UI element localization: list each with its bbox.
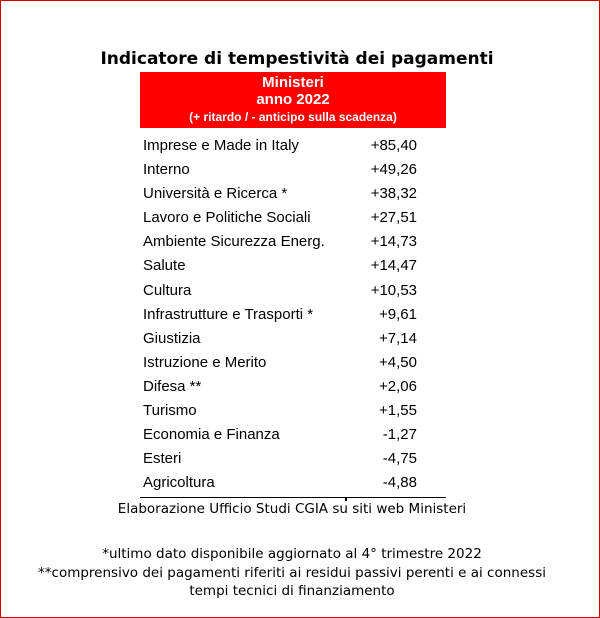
ministry-value: -4,75 (382, 450, 417, 468)
ministry-name: Università e Ricerca * (143, 185, 288, 203)
ministry-name: Istruzione e Merito (143, 353, 267, 371)
ministry-name: Agricoltura (143, 474, 215, 492)
table-row (140, 159, 446, 183)
table-row (140, 304, 446, 328)
table-bottom-rule (140, 497, 446, 498)
header-line-ministeri: Ministeri (262, 74, 324, 91)
ministry-name: Interno (143, 161, 190, 179)
table-row (140, 448, 446, 472)
ministry-value: +49,26 (370, 161, 417, 179)
table-row (140, 207, 446, 231)
ministry-value: +4,50 (379, 353, 417, 371)
footnote-double-asterisk: **comprensivo dei pagamenti riferiti ai residui passivi perenti e ai connessi (38, 565, 546, 581)
table-row (140, 280, 446, 304)
ministry-value: +14,73 (370, 233, 417, 251)
ministry-value: +7,14 (379, 329, 417, 347)
ministry-name: Lavoro e Politiche Sociali (143, 209, 311, 227)
ministry-name: Turismo (143, 402, 197, 420)
ministry-value: +85,40 (370, 137, 417, 154)
ministry-name: Salute (143, 257, 186, 275)
ministry-value: +27,51 (370, 209, 417, 227)
ministry-name: Ambiente Sicurezza Energ. (143, 233, 325, 251)
footnote-single-asterisk: *ultimo dato disponibile aggiornato al 4° trimestre 2022 (102, 546, 482, 562)
footnote-double-asterisk-cont: tempi tecnici di finanziamento (189, 583, 395, 599)
ministry-table (140, 135, 446, 496)
table-row (140, 183, 446, 207)
header-line-year: anno 2022 (256, 91, 330, 108)
ministry-name: Imprese e Made in Italy (143, 137, 299, 154)
table-row (140, 135, 446, 159)
table-header (140, 72, 446, 128)
table-row (140, 424, 446, 448)
ministry-name: Economia e Finanza (143, 426, 280, 444)
ministry-value: -1,27 (382, 426, 417, 444)
table-row (140, 352, 446, 376)
ministry-value: -4,88 (382, 474, 417, 492)
table-row (140, 376, 446, 400)
ministry-value: +10,53 (370, 281, 417, 299)
ministry-name: Giustizia (143, 329, 201, 347)
table-row (140, 472, 446, 496)
table-row (140, 255, 446, 279)
ministry-value: +38,32 (370, 185, 417, 203)
page-title: Indicatore di tempestività dei pagamenti (100, 49, 494, 69)
header-line-legend: (+ ritardo / - anticipo sulla scadenza) (189, 110, 397, 124)
ministry-name: Infrastrutture e Trasporti * (143, 305, 314, 323)
ministry-value: +2,06 (379, 377, 417, 395)
table-row (140, 231, 446, 255)
ministry-value: +14,47 (370, 257, 417, 275)
ministry-value: +9,61 (379, 305, 417, 323)
ministry-value: +1,55 (379, 402, 417, 420)
ministry-name: Cultura (143, 281, 192, 299)
ministry-name: Difesa ** (143, 377, 202, 395)
source-note: Elaborazione Ufficio Studi CGIA su siti web Ministeri (117, 501, 467, 517)
table-row (140, 328, 446, 352)
table-row (140, 400, 446, 424)
ministry-name: Esteri (143, 450, 182, 468)
